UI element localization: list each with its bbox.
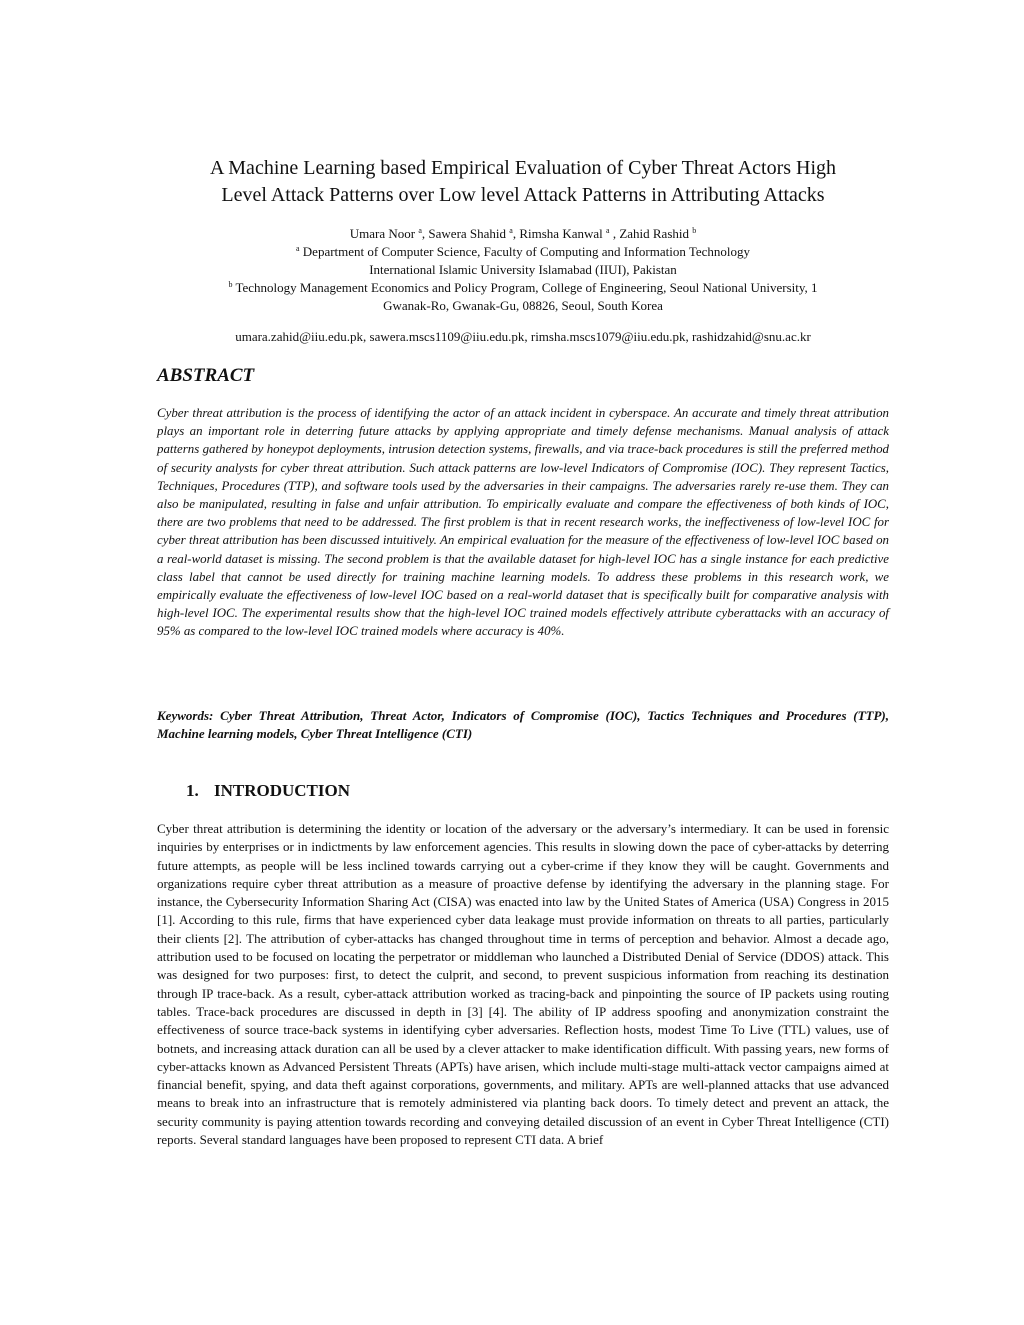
affiliation-mark: b [692,226,697,235]
paper-title [157,155,889,209]
author-separator: , [421,226,429,241]
keywords [157,707,889,743]
author-separator: , [609,226,620,241]
author-name: Sawera Shahid [428,226,507,241]
affiliation-mark: a [606,226,610,235]
affiliation-mark: a [418,226,422,235]
affiliation-mark: a [509,226,513,235]
author-list [157,225,889,243]
keywords-label: Keywords: [157,708,214,723]
author-name: Umara Noor [349,226,416,241]
affiliation-a-line-2: International Islamic University Islamabad (IIUI), Pakistan [369,262,677,277]
abstract-heading: ABSTRACT [157,365,255,386]
author-block [157,225,889,315]
author-name: Rimsha Kanwal [519,226,603,241]
affiliation-a [157,243,889,261]
title-line-1: A Machine Learning based Empirical Evaluation of Cyber Threat Actors High [209,157,837,179]
affiliation-b-line-2: Gwanak-Ro, Gwanak-Gu, 08826, Seoul, South Korea [383,298,663,313]
affiliation-mark: b [228,280,233,289]
introduction-text: Cyber threat attribution is determining the identity or location of the adversary or the adversary’s intermediary. It can be used in forensic inquiries by enterprises or in indictments by law enforcement agencies. This results in slowing down the pace of cyber-attacks by deterring future attempts, as people will be less inclined towards carrying out a cyber-crime if they know they will be caught. Governments and organizations require cyber threat attribution as a measure of proactive defense by identifying the adversary in the planning stage. For instance, the Cybersecurity Information Sharing Act (CISA) was enacted into law by the United States of America (USA) Congress in 2015 [1]. According to this rule, firms that have experienced cyber data leakage must provide information on threats to all parties, particularly their clients [2]. The attribution of cyber-attacks has changed throughout time in terms of perception and behavior. Almost a decade ago, attribution used to be focused on locating the perpetrator or middleman who launched a Distributed Denial of Service (DDOS) attack. This was designed for two purposes: first, to detect the culprit, and second, to prevent suspicious information from reaching its destination through IP trace-back. As a result, cyber-attack attribution worked as tracing-back and pinpointing the source of IP packets using routing tables. Trace-back procedures are discussed in depth in [3] [4]. The ability of IP address spoofing and anonymization constraint the effectiveness of source trace-back systems in identifying cyber adversaries. Reflection hosts, modest Time To Live (TTL) values, use of botnets, and increasing attack duration can all be used by a clever attacker to make identification difficult. With passing years, new forms of cyber-attacks known as Advanced Persistent Threats (APTs) have arisen, which include multi-stage multi-attack vector campaigns aimed at financial benefit, spying, and data theft against corporations, governments, and military. APTs are well-planned attacks that use advanced means to break into an infrastructure that is remotely administered via planting back doors. To timely detect and prevent an attack, the security community is paying attention towards recording and conveying detailed discussion of an event in Cyber Threat Intelligence (CTI) reports. Several standard languages have been proposed to represent CTI data. A brief [157,821,889,1148]
author-separator: , [512,226,520,241]
section-number: 1. [186,781,199,800]
abstract-text: Cyber threat attribution is the process of identifying the actor of an attack incident in cyberspace. An accurate and timely threat attribution plays an important role in deterring future attacks by applying appropriate and timely defense mechanisms. Manual analysis of attack patterns gathered by honeypot deployments, intrusion detection systems, firewalls, and via trace-back procedures is still the preferred method of security analysts for cyber threat attribution. Such attack patterns are low-level Indicators of Compromise (IOC). They represent Tactics, Techniques, Procedures (TTP), and software tools used by the adversaries in their campaigns. The adversaries rarely re-use them. They can also be manipulated, resulting in false and unfair attribution. To empirically evaluate and compare the effectiveness of both kinds of IOC, there are two problems that need to be addressed. The first problem is that in recent research works, the ineffectiveness of low-level IOC for cyber threat attribution has been discussed intuitively. An empirical evaluation for the measure of the effectiveness of low-level IOC based on a real-world dataset is missing. The second problem is that the available dataset for high-level IOC has a single instance for each predictive class label that cannot be used directly for training machine learning models. To address these problems in this research work, we empirically evaluate the effectiveness of low-level IOC based on a real-world dataset that is specifically built for comparative analysis with high-level IOC. The experimental results show that the high-level IOC trained models effectively attribute cyberattacks with an accuracy of 95% as compared to the low-level IOC trained models where accuracy is 40%. [157,406,889,639]
affiliation-b [157,279,889,297]
affiliation-b-line-1: Technology Management Economics and Policy Program, College of Engineering, Seoul National University, 1 [232,280,818,295]
affiliation-mark: a [295,244,300,253]
author-name: Zahid Rashid [619,226,689,241]
author-emails: umara.zahid@iiu.edu.pk, sawera.mscs1109@iiu.edu.pk, rimsha.mscs1079@iiu.edu.pk, rashidzahid@snu.ac.kr [235,329,811,344]
section-title: INTRODUCTION [214,781,351,800]
affiliation-a-line-1: Department of Computer Science, Faculty of Computing and Information Technology [302,244,751,259]
keywords-text: Cyber Threat Attribution, Threat Actor, Indicators of Compromise (IOC), Tactics Techniques and Procedures (TTP), Machine learning models, Cyber Threat Intelligence (CTI) [157,708,889,741]
title-line-2: Level Attack Patterns over Low level Attack Patterns in Attributing Attacks [221,184,825,206]
section-heading [186,780,350,802]
